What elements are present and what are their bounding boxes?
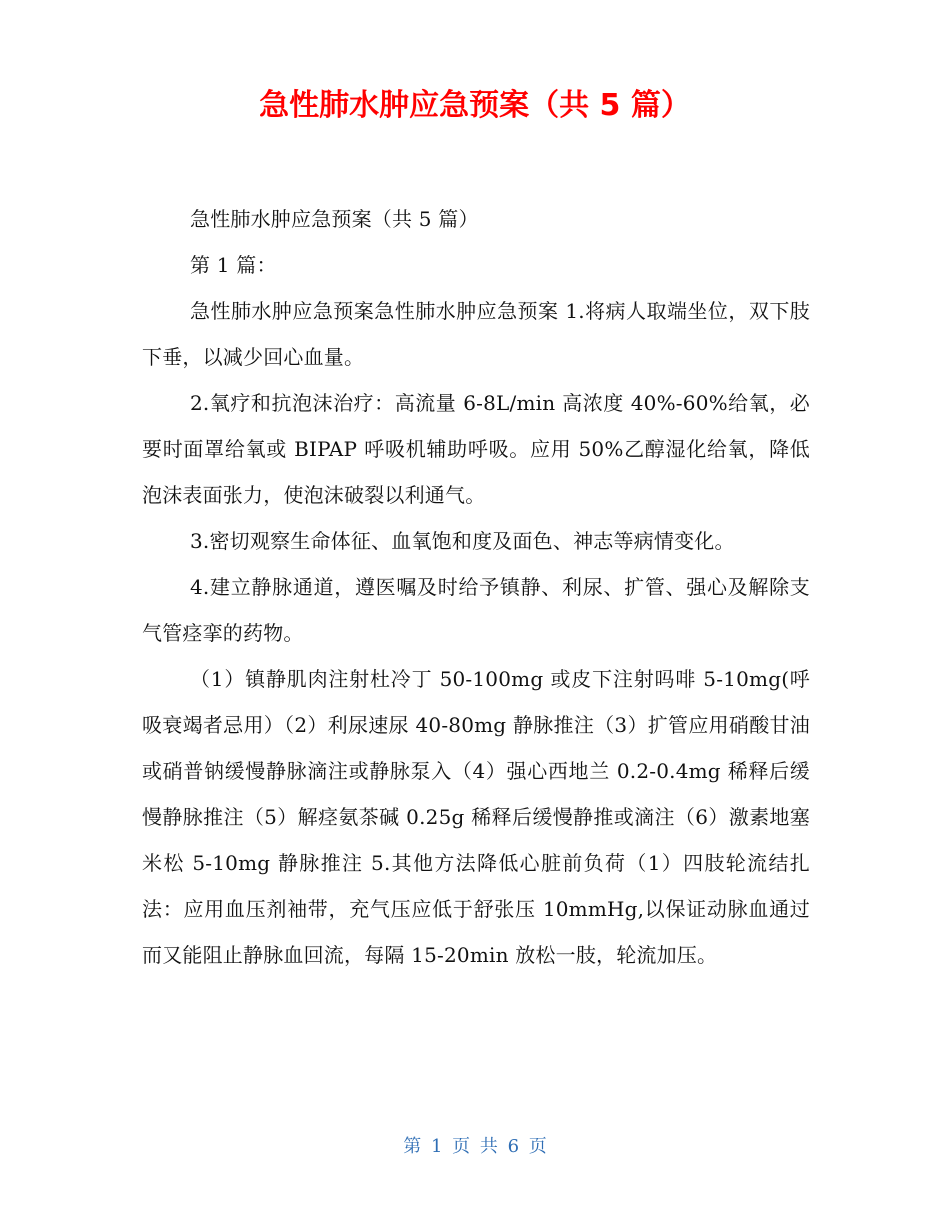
page-footer: 第 1 页 共 6 页 xyxy=(403,1136,547,1157)
paragraph-step-2: 2.氧疗和抗泡沫治疗：高流量 6-8L/min 高浓度 40%-60%给氧，必要时面罩给氧或 BIPAP 呼吸机辅助呼吸。应用 50%乙醇湿化给氧，降低泡沫表面张力，使泡沫破裂以利通气。 xyxy=(142,391,810,507)
paragraph-section-label: 第 1 篇： xyxy=(190,253,277,277)
paragraph-heading: 急性肺水肿应急预案（共 5 篇） xyxy=(190,207,479,231)
document-body xyxy=(142,196,810,978)
document-title: 急性肺水肿应急预案（共 5 篇） xyxy=(259,88,691,123)
paragraph-medication-list: （1）镇静肌肉注射杜冷丁 50-100mg 或皮下注射吗啡 5-10mg(呼吸衰竭者忌用）（2）利尿速尿 40-80mg 静脉推注（3）扩管应用硝酸甘油或硝普钠缓慢静脉滴注或静脉泵入（4）强心西地兰 0.2-0.4mg 稀释后缓慢静脉推注（5）解痉氨茶碱 0.25g 稀释后缓慢静推或滴注（6）激素地塞米松 5-10mg 静脉推注 5.其他方法降低心脏前负荷（1）四肢轮流结扎法：应用血压剂袖带，充气压应低于舒张压 10mmHg,以保证动脉血通过而又能阻止静脉血回流，每隔 15-20min 放松一肢，轮流加压。 xyxy=(142,667,810,967)
paragraph-step-1: 急性肺水肿应急预案急性肺水肿应急预案 1.将病人取端坐位，双下肢下垂，以减少回心血量。 xyxy=(142,299,810,369)
paragraph-step-3: 3.密切观察生命体征、血氧饱和度及面色、神志等病情变化。 xyxy=(190,529,735,553)
paragraph-step-4: 4.建立静脉通道，遵医嘱及时给予镇静、利尿、扩管、强心及解除支气管痉挛的药物。 xyxy=(142,575,810,645)
